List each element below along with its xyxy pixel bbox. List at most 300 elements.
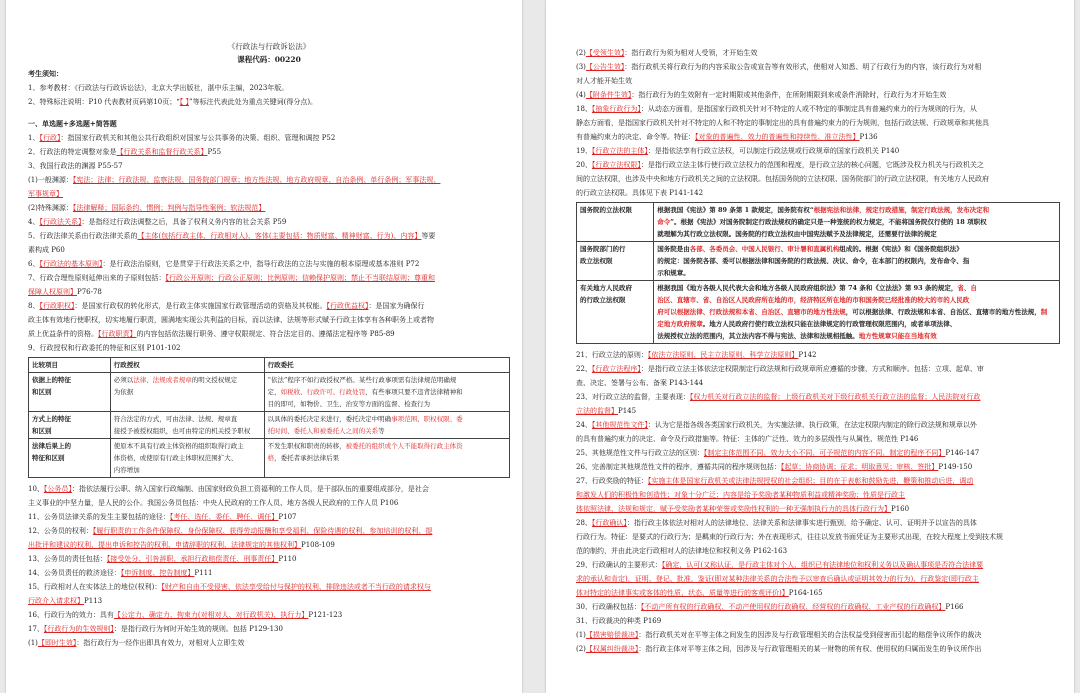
text-line	[576, 516, 1060, 530]
cell-line	[657, 228, 1056, 240]
table-row	[29, 439, 510, 478]
text-line	[576, 172, 1060, 186]
keyword-highlight: 【公定力、确定力、拘束力(对相对人、对行政机关)、执行力】	[113, 611, 309, 619]
text-line	[28, 510, 510, 524]
text-run: 30、行政确权包括：	[576, 603, 641, 611]
text-line	[28, 313, 510, 327]
text-run: P111	[194, 569, 213, 577]
text-run: (2)特殊渊源：	[28, 204, 73, 212]
keyword-highlight: 【财产和自由不受侵害、依法享受给付与保护的权利、排除违法或者不当行政的请求权与	[161, 583, 431, 591]
text-run: ：认为它是指各级各类国家行政机关，为实施法律、执行政策，在法定权限内制定的除行政法规和规章以外	[647, 421, 977, 429]
delegation-cell	[264, 412, 509, 439]
text-run: ，委托者承担法律后果	[274, 454, 340, 462]
section-heading: 一、单选题+多选题+简答题	[28, 119, 117, 128]
text-run: 范的制约，并由此决定行政相对人的法律地位和权利义务 P162-163	[576, 547, 788, 555]
text-run: 21、行政立法的原则：	[576, 351, 648, 359]
text-run: 15、行政相对人在实体法上的地位(权利)：	[28, 583, 162, 591]
cell-line	[657, 243, 1056, 255]
keyword-highlight: 命令	[657, 218, 671, 226]
text-run: P160	[891, 505, 910, 513]
text-line	[576, 186, 1060, 200]
text-run: 符合法定的方式，可由法律、法规、规章直	[113, 415, 238, 423]
text-run: 等要	[421, 232, 436, 240]
text-line	[28, 524, 510, 538]
text-line	[576, 642, 1060, 656]
table-body	[29, 373, 510, 478]
text-run: 等	[378, 427, 385, 435]
text-run: 使原本不具有行政主体资格的组织取得行政主	[113, 442, 244, 450]
text-run: 27、行政奖励的特征：	[576, 477, 648, 485]
keyword-highlight: 【制定主体范围不同、效力大小不同、可予规范的内容不同、制定的程序不同】	[703, 449, 946, 457]
cell-line	[114, 386, 261, 398]
text-run: 对人才能开始生效	[576, 77, 632, 85]
text-run: ：指行政行为须为相对人受领，才开始生效	[624, 49, 758, 57]
keyword-highlight: 【行政公开原则；行政公正原则；比例原则；信赖保护原则；禁止不当联结原则；尊重和	[165, 274, 435, 282]
text-run: P55	[207, 148, 222, 156]
keyword-highlight: 【行政立法程序】	[591, 365, 641, 373]
left-lines-block	[28, 131, 510, 355]
text-run: ：是指行政立法主体行使行政立法权力的范围和程度，是行政立法的核心问题，它既涉及权力机关与行政机关之	[640, 161, 984, 169]
notice-text: ”等标注代表此处为重点关键词(得分点)。	[189, 98, 318, 106]
text-run: 8、	[28, 302, 40, 310]
keyword-highlight: 行政介入请求权】	[28, 597, 84, 605]
keyword-highlight: 【依法立法原则、民主立法原则、科学立法原则】	[647, 351, 799, 359]
keyword-highlight: 制	[1040, 308, 1048, 316]
text-line	[28, 482, 510, 496]
text-run: 内容增加	[113, 466, 140, 474]
keyword-highlight: 【行政法的基本原则】	[39, 260, 103, 268]
text-run: 不发生职权和职责的转移，	[267, 442, 346, 450]
legislative-authority-table	[576, 202, 1060, 344]
text-run: P142	[798, 351, 817, 359]
text-line	[28, 159, 510, 173]
text-run: (2)	[576, 645, 586, 653]
document-title: 《行政法与行政诉讼法》	[227, 42, 311, 51]
text-run: 质上优益条件的资格。	[28, 330, 98, 338]
cell-line	[114, 452, 261, 464]
keyword-highlight: 治区、直辖市、省、自治区人民政府所在地的市，经济特区所在地的市和国务院已经批准的较大的市的人民政	[657, 296, 970, 304]
text-run: 28、	[576, 519, 592, 527]
keyword-highlight: 【公告生效】	[585, 63, 625, 71]
keyword-highlight: 【法律解释；国际条约、惯例；判例与指导性案例；软法规范】	[72, 204, 266, 212]
keyword-highlight: 【权力机关对行政立法的监督；上级行政机关对下级行政机关行政立法的监督；人民法院对行政	[689, 393, 981, 401]
text-line	[576, 74, 1060, 88]
table-row	[29, 373, 510, 412]
keyword-highlight: 地方性规章只能在当地有效	[858, 332, 937, 340]
text-run: 22、	[576, 365, 592, 373]
keyword-highlight: 【行政职责】	[98, 330, 137, 338]
text-line	[576, 572, 1060, 586]
text-line	[28, 285, 510, 299]
keyword-highlight: 【行政立法权限】	[591, 161, 641, 169]
table-row	[577, 242, 1060, 281]
authority-content-cell	[654, 203, 1060, 242]
text-line	[576, 46, 1060, 60]
text-line	[576, 60, 1060, 74]
text-line	[28, 257, 510, 271]
cell-line	[657, 267, 1056, 279]
keyword-highlight: 【主体(包括行政主体、行政相对人)、客体(主要包括：物质财富、精神财富、行为)、内容】	[137, 232, 422, 240]
keyword-highlight: 被委托的组织或个人不能取得行政主体资	[345, 442, 463, 450]
text-run: ：是国家行政权的转化形式，是行政主体实施国家行政管理活动的资格及其权能。	[74, 302, 327, 310]
text-run: P113	[84, 597, 103, 605]
text-run: 政主体有效地行使职权，切实地履行职责，圆满地实现公共利益的目标，而以法律、法规等形式赋予行政主体享有各种职务上或者物	[28, 316, 434, 324]
text-run: 2、行政法的特定调整对象是	[28, 148, 117, 156]
text-run: 6、	[28, 260, 40, 268]
row-label-text: 特征和区别	[32, 454, 65, 462]
keyword-highlight: 体依照法律、法规和规定，赋予受奖励者某种荣誉或奖励性权利的一种无强制执行力的具体行政行为】	[576, 505, 891, 513]
cell-line	[268, 413, 506, 425]
text-run: 就理解为其行政立法权限。国务院的行政立法权由中国宪法赋予及法律规定，还需要行法律的规定	[657, 230, 937, 238]
keyword-highlight: 【宪法；法律；行政法规、监察法规、国务院部门规章；地方性法规、地方政府规章、自治条例、单行条例；军事法规、	[72, 176, 441, 184]
table-row	[577, 281, 1060, 344]
keyword-highlight: 【受领生效】	[585, 49, 625, 57]
authorization-comparison-table	[28, 357, 510, 478]
keyword-highlight: 格	[267, 454, 275, 462]
cell-line	[114, 464, 261, 476]
cell-line	[657, 282, 1056, 294]
text-run: 根据我国《地方各级人民代表大会和地方各级人民政府组织法》第 74 条和《立法法》第 93 条的规定，	[657, 284, 958, 292]
text-line	[576, 432, 1060, 446]
text-line	[576, 544, 1060, 558]
text-run: (3)	[576, 63, 586, 71]
text-line	[28, 594, 510, 608]
text-run: ，有些事项只要不违背法律精神和	[365, 388, 463, 396]
text-run: 主义事业的中坚力量，是人民的公仆。我国公务员包括：中央人民政府的工作人员、地方各级人民政府的工作人员 P106	[28, 499, 399, 507]
text-run: 。地方人民政府行使行政立法权只能在法律规定的行政管理权限范围内，或者单项法律、	[702, 320, 957, 328]
text-line	[576, 460, 1060, 474]
keyword-highlight: 军事规章】	[28, 190, 63, 198]
text-run: ：是指行政行为何时开始生效的规则。包括 P129-130	[113, 625, 283, 633]
keyword-highlight: 【行政行为的生效规则】	[43, 625, 114, 633]
authorization-cell	[110, 439, 264, 478]
text-run: 静态方面看，是指国家行政机关针对不特定的人和不特定的事制定出的具有普遍约束力的行为规则，包括行政法规、行政规章和其他具	[576, 119, 989, 127]
text-run: 16、行政行为的效力：具有	[28, 611, 114, 619]
text-run: (4)	[576, 91, 586, 99]
cell-line	[657, 306, 1056, 318]
table-header-cell: 比较项目	[29, 358, 111, 373]
text-run: 接授予被授权组织，也可由特定的机关授予职权	[113, 427, 251, 435]
authority-content-cell	[654, 281, 1060, 344]
text-line	[28, 187, 510, 201]
text-run: ：是指行政立法主体依法定权限制定行政法规和行政规章所应遵循的步骤、方式和顺序。包括：立项、起草、审	[640, 365, 984, 373]
text-run: ：指行政主体依法对相对人的法律地位、法律关系和法律事实进行甄别，给予确定、认可、证明并予以宣告的具体	[626, 519, 977, 527]
row-label-text: 法律后果上的	[32, 442, 71, 450]
table-header-row	[29, 358, 510, 373]
text-run: 组成的。根据《宪法》和《国务院组织法》	[839, 245, 963, 253]
text-run: P107	[278, 513, 297, 521]
row-label-cell	[577, 203, 654, 242]
keyword-highlight: 【实施主体是国家行政机关或法律法规授权的社会组织；目的在于表彰和鼓励先进，鞭策和推动后进，调动	[647, 477, 974, 485]
text-line	[28, 566, 510, 580]
text-run: ，可以根据法律、行政法规和本省、自治区、直辖市的地方性法规，	[845, 308, 1041, 316]
text-line	[576, 130, 1060, 144]
keyword-highlight: 【申诉制度、控告制度】	[120, 569, 195, 577]
text-run: 的具有普遍约束力的决定、命令及行政措施等。特征：主体的广泛性、效力的多层级性与从属性、规范性 P146	[576, 435, 919, 443]
text-line	[576, 586, 1060, 600]
text-run: 根据我国《宪法》第 89 条第 1 款规定，国务院有权“	[657, 206, 814, 214]
row-label-text: 和区别	[32, 427, 52, 435]
text-line	[28, 243, 510, 257]
right-lines-block-2	[576, 348, 1060, 656]
authorization-cell	[110, 412, 264, 439]
keyword-highlight: 事项范围、职权权限、委	[391, 415, 463, 423]
keyword-highlight: 【行政】	[39, 134, 61, 142]
text-run: 29、行政确认的主要形式：	[576, 561, 662, 569]
text-line	[28, 131, 510, 145]
keyword-highlight: 【履行职责的工作条件保障权、身份保障权、获得劳动报酬和享受福利、保险待遇的权利、参加培训的权利、提	[92, 527, 433, 535]
row-label-cell	[29, 373, 111, 412]
keyword-highlight: 【附条件生效】	[585, 91, 632, 99]
text-line	[28, 580, 510, 594]
delegation-cell	[264, 439, 509, 478]
text-line	[576, 116, 1060, 130]
cell-line	[114, 374, 261, 386]
row-label-text: 依据上的特征	[32, 376, 71, 384]
text-run: 示和规章。	[657, 269, 690, 277]
keyword-highlight: 根据宪法和法律，规定行政措施，制定行政法规，发布决定和	[813, 206, 990, 214]
text-line	[576, 390, 1060, 404]
text-line	[28, 299, 510, 313]
text-run: 20、	[576, 161, 592, 169]
keyword-highlight: 【行政立法的主体】	[591, 147, 648, 155]
text-line	[28, 173, 510, 187]
text-run: P108-109	[301, 541, 335, 549]
text-line	[28, 327, 510, 341]
text-line	[576, 474, 1060, 488]
text-run: P145	[618, 407, 637, 415]
document-page-right	[546, 0, 1074, 693]
keyword-highlight: 出批评和建议的权利、提出申诉和控告的权利、申请辞职的权利、法律规定的其他权利】	[28, 541, 301, 549]
text-run: 25、其他规范性文件与行政立法的区别：	[576, 449, 704, 457]
text-run: 3、我国行政法的渊源 P55-57	[28, 162, 123, 170]
text-run: 19、	[576, 147, 592, 155]
cell-line	[268, 452, 506, 464]
text-run: 26、完善制定其他规范性文件的程序，遵循共同的程序规则包括：	[576, 463, 781, 471]
text-run: 14、公务员责任的救济途径：	[28, 569, 121, 577]
keyword-highlight: 府可以根据法律、行政法规和本省、自治区、直辖市的地方性法规	[657, 308, 846, 316]
cell-line	[657, 318, 1056, 330]
text-line	[576, 404, 1060, 418]
text-line	[576, 502, 1060, 516]
keyword-highlight: 立法的监督】	[576, 407, 618, 415]
text-run: 目的即可，如物价、卫生、治安等方面的监督、检查行为	[267, 400, 431, 408]
text-run: 1、	[28, 134, 40, 142]
keyword-highlight: 法律、法规或者规章	[133, 376, 192, 384]
text-run: ：是行政法治原则，它是贯穿于行政法关系之中，指导行政法的立法与实施的根本原理或基本准则 P72	[102, 260, 420, 268]
keyword-highlight: 【权属纠纷裁决】	[585, 645, 639, 653]
text-run: 以具体的委托决定来进行，委托决定中明确	[267, 415, 392, 423]
text-run: 必须以	[113, 376, 134, 384]
text-run: 的内容包括依法履行职务、遵守权限规定、符合法定目的、遵循法定程序等 P85-89	[136, 330, 395, 338]
text-run: 素构成 P60	[28, 246, 65, 254]
text-run: ：指依法履行公职、纳入国家行政编制、由国家财政负担工资福利的工作人员，是干部队伍的重要组成部分，是社会	[71, 485, 429, 493]
text-line	[28, 496, 510, 510]
text-line	[28, 538, 510, 552]
text-line	[576, 418, 1060, 432]
text-line	[28, 636, 510, 650]
cell-line	[268, 425, 506, 437]
row-label-text: 政立法权限	[580, 257, 613, 265]
keyword-highlight: 【起草；协商协调；征求；明取意见；审核、签批】	[780, 463, 939, 471]
text-run: 有普遍约束力的决定、命令等。特征：	[576, 133, 695, 141]
text-run: 13、公务员的责任包括：	[28, 555, 107, 563]
keyword-highlight: 【行政职权】	[39, 302, 75, 310]
table-header-cell: 行政委托	[264, 358, 509, 373]
text-run: 31、行政裁决的种类 P169	[576, 617, 662, 625]
text-line	[576, 488, 1060, 502]
page-left-content	[28, 40, 510, 650]
text-run: 查、决定、签署与公布、备案 P143-144	[576, 379, 704, 387]
text-run: ”。根据《宪法》对国务院制定行政法规权的确定只是一种笼统的权力规定，不能将国务院仅行使的 18 项职权	[670, 218, 987, 226]
keyword-highlight: 【对象的普遍性、效力的普遍性和持续性、准立法性】	[695, 133, 860, 141]
text-line	[576, 102, 1060, 116]
right-lines-block	[576, 46, 1060, 200]
text-line	[576, 530, 1060, 544]
row-label-text: 有关地方人民政府	[580, 284, 632, 292]
text-run: (2)	[576, 49, 586, 57]
text-run: ：指行政行为的生效附有一定时期限或其他条件，在所附期限到来或条件消除时，行政行为才开始生效	[631, 91, 947, 99]
keyword-highlight: 如税收、行政许可、行政处罚	[280, 388, 366, 396]
text-run: ：是指依法享有行政立法权，可以制定行政法规或行政规章的国家行政机关 P140	[647, 147, 900, 155]
text-run: 12、公务员的权利：	[28, 527, 93, 535]
text-run: 7、行政合理性原则延伸出来的子原则包括：	[28, 274, 166, 282]
row-label-text: 国务院的立法权限	[580, 206, 632, 214]
text-run: 24、	[576, 421, 592, 429]
keyword-highlight: 【即时生效】	[37, 639, 77, 647]
text-line	[28, 608, 510, 622]
keyword-highlight: 【不动产所有权的行政确权、不动产使用权的行政确权、经营权的行政确权、工业产权的行政确权】	[640, 603, 946, 611]
text-run: (1)一般渊源：	[28, 176, 73, 184]
text-run: P121-123	[308, 611, 343, 619]
table-body	[577, 203, 1060, 344]
keyword-highlight: 【抽象行政行为】	[591, 105, 641, 113]
text-run: P136	[859, 133, 878, 141]
keyword-highlight: 体对特定的法律事实或客体的性质、状态、质量等进行的客观评价)】	[576, 589, 789, 597]
notice-keyword-mark: 【 】	[179, 98, 190, 106]
row-label-cell	[577, 281, 654, 344]
text-run: 18、	[576, 105, 592, 113]
text-run: 23、对行政立法的监督，主要表现：	[576, 393, 690, 401]
text-run: ：是指经过行政法调整之后，具备了权利义务内容的社会关系 P59	[81, 218, 287, 226]
keyword-highlight: 省、自	[957, 284, 977, 292]
text-run: ：是国家为确保行	[368, 302, 425, 310]
course-code: 课程代码：00220	[237, 55, 301, 64]
text-run: “依法”程序不如行政授权严格。某些行政事项需有法律规范明确规	[267, 376, 457, 384]
text-line	[28, 215, 510, 229]
text-line	[576, 348, 1060, 362]
text-line	[576, 362, 1060, 376]
keyword-highlight: 【行政确认】	[591, 519, 627, 527]
text-run: ：指行政行为一经作出即具有效力，对相对人立即生效	[76, 639, 245, 647]
text-run: 国务院是由	[657, 245, 690, 253]
text-line	[28, 341, 510, 355]
text-run: P149-150	[938, 463, 973, 471]
text-run: P166	[945, 603, 964, 611]
cell-line	[657, 330, 1056, 342]
document-page-left	[6, 0, 522, 693]
row-label-text: 方式上的特征	[32, 415, 71, 423]
keyword-highlight: 求的承认和肯定)，证明、登记、批准，鉴证(即对某种法律关系的合法性予以审查后确认或证明其效力的行为)、行政鉴定(即行政主	[576, 575, 979, 583]
text-line	[576, 614, 1060, 628]
text-line	[576, 88, 1060, 102]
text-run: 法规授权立法的范围内，其立法内容不得与宪法、法律和法规相抵触。	[657, 332, 859, 340]
keyword-highlight: 托时间、委托人和被委托人之间的关系	[267, 427, 379, 435]
cell-line	[114, 425, 261, 437]
text-run: P146-147	[945, 449, 980, 457]
keyword-highlight: 【行政法关系】	[39, 218, 82, 226]
row-label-text: 的行政立法权限	[580, 296, 626, 304]
row-label-cell	[29, 412, 111, 439]
text-run: ：指行政机关对在平等主体之间发生的因涉及与行政管理相关的合法权益受到侵害而引起的赔偿争议所作的裁决	[638, 631, 982, 639]
notice-heading: 考生须知：	[28, 69, 63, 78]
keyword-highlight: 各部、各委员会、中国人民银行、审计署和直属机构	[689, 245, 840, 253]
keyword-highlight: 【其他规范性文件】	[591, 421, 648, 429]
text-line	[28, 271, 510, 285]
text-line	[576, 446, 1060, 460]
row-label-text: 国务院部门的行	[580, 245, 626, 253]
delegation-cell	[264, 373, 509, 412]
cell-line	[268, 440, 506, 452]
text-line	[576, 376, 1060, 390]
row-label-text: 和区别	[32, 388, 52, 396]
table-row	[577, 203, 1060, 242]
text-run: 的规定：国务院各部、委可以根据法律和国务院的行政法规、决议、命令，在本部门的权限内，发布命令、指	[657, 257, 970, 265]
text-run: 的明文授权规定	[191, 376, 238, 384]
text-line	[576, 158, 1060, 172]
cell-line	[657, 255, 1056, 267]
keyword-highlight: 定地方政府规章	[657, 320, 703, 328]
authority-content-cell	[654, 242, 1060, 281]
notice-line-2	[28, 95, 510, 109]
text-line	[576, 628, 1060, 642]
page-right-content	[576, 46, 1060, 656]
text-line	[28, 201, 510, 215]
text-run: P76-78	[77, 288, 102, 296]
text-run: 10、	[28, 485, 44, 493]
text-run: 5、行政法律关系由行政法律关系的	[28, 232, 138, 240]
text-run: 行政行为。特征：是要式的行政行为；是羁束的行政行为；外在表现形式，往往以发放书面凭证为主要形式出现，在较大程度上受到技术规	[576, 533, 1003, 541]
text-run: (1)	[576, 631, 586, 639]
keyword-highlight: 【考任、选任、委任、聘任、调任】	[169, 513, 279, 521]
text-run: 的行政立法权限。具体见下表 P141-142	[576, 189, 704, 197]
text-run: 11、公务员法律关系的发生主要包括的途径：	[28, 513, 170, 521]
text-line	[28, 622, 510, 636]
text-line	[576, 558, 1060, 572]
text-line	[576, 600, 1060, 614]
keyword-highlight: 【行政关系和监督行政关系】	[116, 148, 208, 156]
notice-text: 2、特殊标注说明：P10 代表教材页码第10页；“	[28, 98, 180, 106]
cell-line	[657, 294, 1056, 306]
row-label-cell	[29, 439, 111, 478]
text-run: ：指国家行政机关和其他公共行政组织对国家与公共事务的决策、组织、管理和调控 P52	[60, 134, 336, 142]
keyword-highlight: 【接受处分、引咎辞职、承担行政赔偿责任、刑事责任】	[106, 555, 279, 563]
text-run: ：从动态方面看，是指国家行政机关针对不特定的人或不特定的事制定具有普遍约束力的行为规则的行为，从	[640, 105, 977, 113]
text-line	[28, 229, 510, 243]
keyword-highlight: 【确定，认可(又称认证，是行政主体对个人、组织已有法律地位和权利义务以及确认事项是否符合法律要	[661, 561, 984, 569]
text-run: P110	[278, 555, 297, 563]
text-run: ：指行政机关将行政行为的内容采取公告或宣告等有效形式，使相对人知悉、明了行政行为的内容，该行政行为对相	[624, 63, 982, 71]
left-lines-block-2	[28, 482, 510, 650]
table-header-cell: 行政授权	[110, 358, 264, 373]
table-row	[29, 412, 510, 439]
cell-line	[268, 374, 506, 386]
text-run: 4、	[28, 218, 40, 226]
text-line	[28, 552, 510, 566]
cell-line	[657, 204, 1056, 216]
text-run: 间的立法权限，也涉及中央和地方行政机关之间的立法权限。包括国务院的立法权限、国务院部门的行政立法权限，有关地方人民政府	[576, 175, 989, 183]
keyword-highlight: 【公务员】	[43, 485, 72, 493]
